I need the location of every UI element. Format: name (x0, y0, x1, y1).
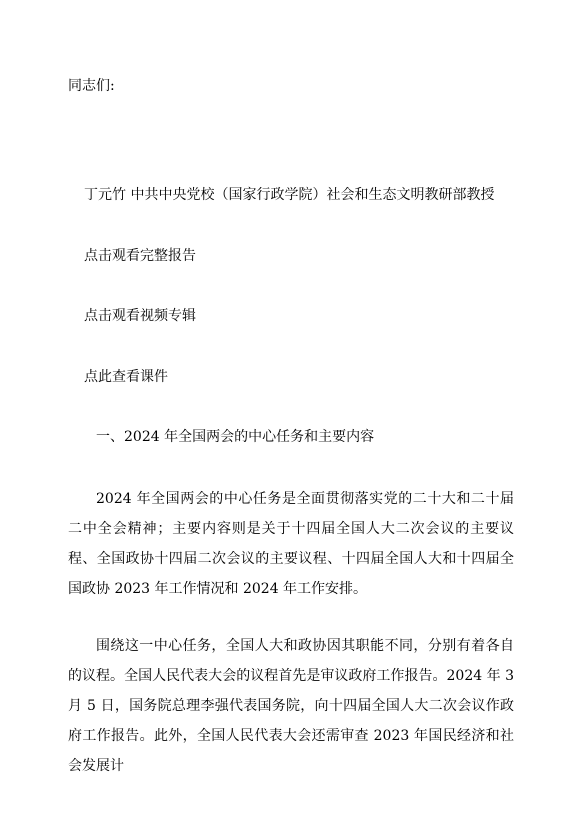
greeting: 同志们: (68, 78, 115, 94)
section-heading: 一、2024 年全国两会的中心任务和主要内容 (96, 429, 375, 445)
author-line: 丁元竹 中共中央党校（国家行政学院）社会和生态文明教研部教授 (84, 187, 495, 203)
paragraph: 围绕这一中心任务，全国人大和政协因其职能不同，分别有着各自的议程。全国人民代表大会的议程首先是审议政府工作报告。2024 年 3 月 5 日，国务院总理李强代表国务院，向十四届全国人大二次会议作政府工作报告。此外，全国人民代表大会还需审查 2023 年国民经济和社会发展计 (68, 638, 514, 774)
watch-video-album-link[interactable]: 点击观看视频专辑 (84, 308, 196, 324)
watch-full-report-link[interactable]: 点击观看完整报告 (84, 248, 196, 264)
paragraph: 2024 年全国两会的中心任务是全面贯彻落实党的二十大和二十届二中全会精神；主要内容则是关于十四届全国人大二次会议的主要议程、全国政协十四届二次会议的主要议程、十四届全国人大和十四届全国政协 2023 年工作情况和 2024 年工作安排。 (68, 491, 514, 597)
view-courseware-link[interactable]: 点此查看课件 (84, 369, 168, 385)
